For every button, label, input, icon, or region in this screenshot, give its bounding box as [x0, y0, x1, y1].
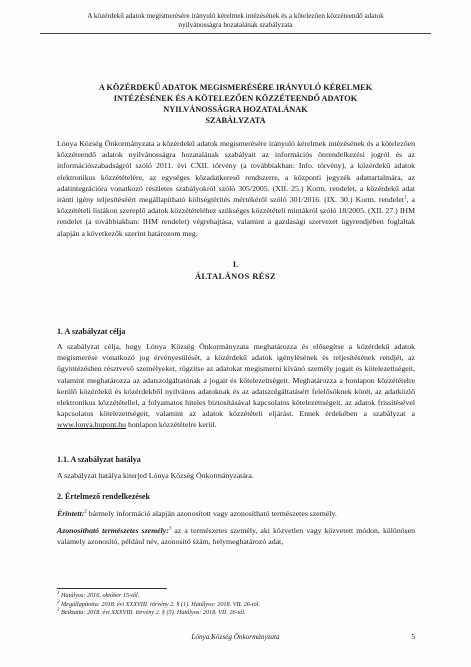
- section-1-text-2: honlapon közzétételre kerül.: [126, 420, 217, 430]
- footnote-2-text: Megállapította: 2018. évi XXXVIII. törvény 2. § (1). Hatályos: 2018. VII. 26-tól.: [59, 600, 261, 608]
- footnote-2-number: 2: [57, 599, 60, 605]
- intro-paragraph: [57, 138, 415, 239]
- section-1-1-paragraph: A szabályzat hatálya kiterjed Lónya Község Önkormányzatára.: [57, 471, 254, 480]
- footnote-divider: [57, 588, 167, 589]
- header-divider: [40, 33, 431, 34]
- footnotes: [57, 592, 415, 618]
- footnote-1-text: Hatályos: 2016. október 15-től.: [59, 592, 140, 599]
- page-number: 5: [411, 633, 415, 641]
- title-line-1: A KÖZÉRDEKŰ ADATOK MEGISMERÉSÉRE IRÁNYULÓ KÉRELMEK: [98, 83, 373, 92]
- chapter-title: ÁLTALÁNOS RÉSZ: [194, 272, 276, 281]
- definition-text-2: az a természetes személy, aki közvetlen vagy közvetett módon, különösen valamely azonosító, például név, azonosító szám, helymeghatározó adat,: [57, 526, 416, 547]
- section-1-paragraph: [57, 341, 415, 431]
- running-footer: Lónya Község Önkormányzata: [191, 633, 280, 641]
- running-header: [40, 12, 431, 30]
- document-title: [50, 82, 421, 126]
- footnote-1: [57, 592, 415, 601]
- definition-term-1: Érintett:: [57, 509, 85, 518]
- definition-term-2: Azonosítható természetes személy:: [57, 526, 169, 535]
- intro-text-1: Lónya Község Önkormányzata a közérdekű adatok megismerésére irányuló kérelmek intézésének és a kötelezően közzéteendő adatok nyilvánosságra hozatalának szabályait az információs önrendelkezési jogról és az információszabadságról szóló 2011. évi CXII. törvény (a továbbiakban: Info. törvény), a közérdekű adatok elektronikus közzétételére, az egységes közadatkereső rendszerre, a központi jegyzék adattartalmára, az adatintegrációra vonatkozó részletes szabályokról szóló 305/2005. (XII. 25.) Korm. rendelet, a közérdekű adat iránti igény teljesítéséért megállapítható költségtérítés mértékéről szóló 301/2016. (IX. 30.) Korm. rendelet: [57, 139, 415, 205]
- section-2-heading: 2. Értelmező rendelkezések: [57, 492, 150, 501]
- section-1-text-1: A szabályzat célja, hogy Lónya Község Önkormányzata meghatározza és elősegítse a közérdekű adatok megismerése vonatkozó jog érvényesülését, a közérdekű adatok igénylésének és teljesítésének rendjét, az ügyintézésben résztvevő személyeket, rögzítse az adatokat megismerni kívánó személy jogait és kötelezettségeit, valamint meghatározza az adatszolgáltatónak a jogait és kötelezettségeit. Meghatározza a honlapon közzétételre kerülő közérdekű és közérdekből nyilvános adatoknak és az adatszolgáltatásért felelősöknek körét, az adatközlő elektronikus közzététellel, a folyamatos hiteles biztosításával kapcsolatos kötelezettségeit, az adatok frissítésével kapcsolatos kötelezettségeit, valamint az adatok közzétételi eljárást. Ennek érdekében a szabályzat a: [57, 342, 415, 419]
- section-1-1-heading: 1.1. A szabályzat hatálya: [57, 455, 141, 464]
- running-header-line-2: nyilvánosságra hozatalának szabályzata: [178, 21, 293, 29]
- definition-text-1: bármely információ alapján azonosított vagy azonosítható természetes személy.: [86, 509, 337, 518]
- website-link[interactable]: www.lonya.hupont.hu: [57, 420, 127, 430]
- footnote-2: [57, 601, 415, 610]
- title-line-2: INTÉZÉSÉNEK ÉS A KÖTELEZŐEN KÖZZÉTEENDŐ ADATOK: [113, 94, 358, 103]
- footnote-3-text: Beiktatta: 2018. évi XXXVIII. törvény 2. § (5). Hatályos: 2018. VII. 26-tól.: [59, 609, 246, 617]
- definition-identifiable-person: [57, 525, 415, 547]
- section-1-heading: 1. A szabályzat célja: [57, 327, 126, 336]
- running-header-line-1: A közérdekű adatok megismerésére irányuló kérelmek intézésének és a kötelezően közzéteendő adatok: [87, 12, 384, 20]
- footnote-1-number: 1: [57, 590, 60, 596]
- definition-affected-person: [57, 508, 415, 519]
- footnote-ref-2[interactable]: 2: [84, 509, 87, 515]
- title-line-3: NYILVÁNOSSÁGRA HOZATALÁNAK: [163, 105, 308, 114]
- title-line-4: SZABÁLYZATA: [205, 116, 266, 125]
- intro-text-2: , a közzétételi listákon szereplő adatok közzétételéhez szükséges közzétételi mintákról szóló 18/2005. (XII. 27.) IHM rendelet (a továbbiakban: IHM rendelet) végrehajtása, valamint a gazdasági szervezet ügyrendjében foglaltak alapján a következők szerint határozom meg.: [57, 195, 415, 238]
- chapter-number: I.: [232, 260, 239, 269]
- footnote-3: [57, 609, 415, 618]
- footnote-ref-1[interactable]: 1: [403, 195, 407, 201]
- footnote-3-number: 3: [57, 608, 60, 614]
- footnote-ref-3[interactable]: 3: [168, 526, 172, 532]
